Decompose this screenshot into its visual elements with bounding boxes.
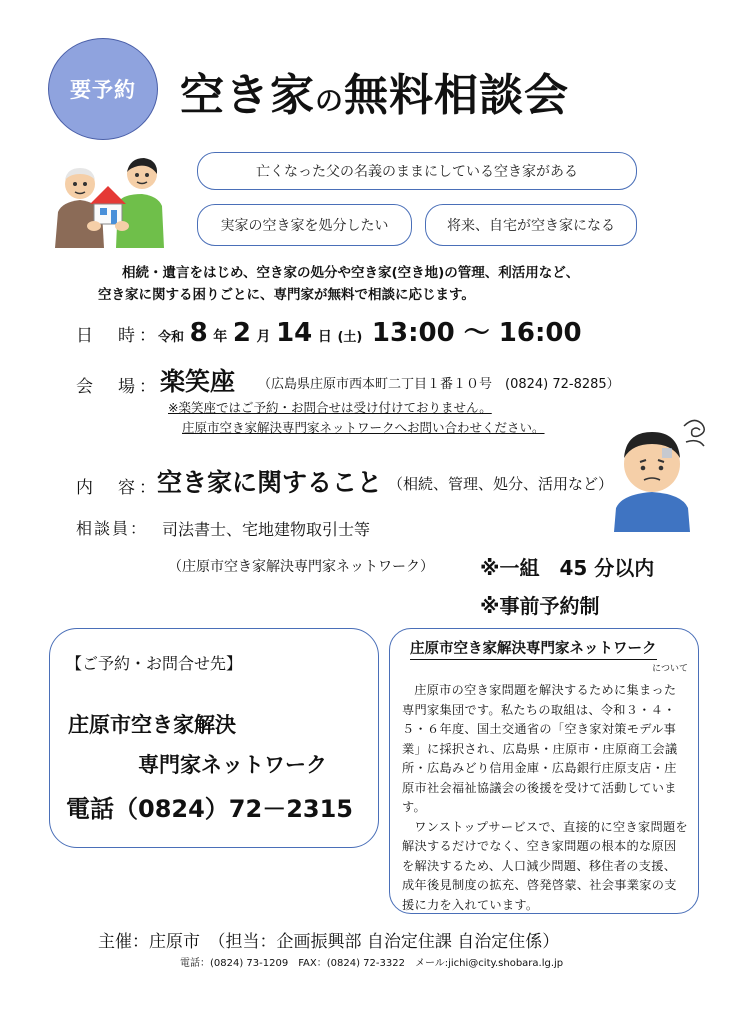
advance-reservation-note: ※事前予約制 <box>480 594 600 618</box>
time-limit-note: ※一組 45 分以内 <box>480 556 655 580</box>
consultants-value: 司法書士、宅地建物取引士等 <box>162 520 371 539</box>
date-day: 14 <box>276 318 313 348</box>
concern-bubble-3: 将来、自宅が空き家になる <box>425 204 637 246</box>
venue-name: 楽笑座 <box>160 367 236 396</box>
venue-note-2: 庄原市空き家解決専門家ネットワークへお問い合わせください。 <box>182 420 545 435</box>
date-year: 8 <box>189 318 208 348</box>
contact-phone: 電話（0824）72－2315 <box>66 795 353 823</box>
date-month: 2 <box>232 318 251 348</box>
info-title: 庄原市空き家解決専門家ネットワーク <box>410 637 657 660</box>
content-sub: （相続、管理、処分、活用など） <box>388 475 614 493</box>
worried-man-illustration <box>606 412 710 532</box>
title-part1: 空き家 <box>180 70 315 121</box>
date-day-unit: 日 <box>317 329 332 345</box>
contact-org-line-1: 庄原市空き家解決 <box>68 713 236 737</box>
date-year-unit: 年 <box>213 329 228 345</box>
date-month-unit: 月 <box>256 329 271 345</box>
venue-label: 会 場： <box>76 377 160 397</box>
concern-bubble-1: 亡くなった父の名義のままにしている空き家がある <box>197 152 637 190</box>
host-info: 主催：庄原市 （担当：企画振興部 自治定住課 自治定住係） <box>98 932 560 952</box>
page-title <box>180 70 570 121</box>
venue-note-1: ※楽笑座ではご予約・お問合せは受け付けておりません。 <box>168 400 492 415</box>
info-body <box>402 681 688 915</box>
info-paragraph-1: 庄原市の空き家問題を解決するために集まった専門家集団です。私たちの取組は、令和３・４・５・６年度、国土交通省の「空き家対策モデル事業」に採択され、広島県・庄原市・庄原商工会議所・広島みどり信用金庫・広島銀行庄原支店・庄原市社会福祉協議会の後援を受けて活動しています。 <box>402 683 678 814</box>
content-main: 空き家に関すること <box>157 468 383 497</box>
event-time: 13:00 ～ 16:00 <box>371 318 582 348</box>
contact-details: 電話：(0824) 73-1209 FAX：(0824) 72-3322 メール:jichi@city.shobara.lg.jp <box>180 958 564 969</box>
intro-text <box>98 262 658 306</box>
consultants-label: 相談員： <box>76 519 149 538</box>
contact-box <box>49 628 379 848</box>
venue-address: （広島県庄原市西本町二丁目１番１０号 (0824) 72-8285） <box>258 377 620 392</box>
intro-line-1: 相続・遺言をはじめ、空き家の処分や空き家(空き地)の管理、利活用など、 <box>122 265 580 281</box>
date-weekday: (土) <box>337 330 363 345</box>
contact-heading: 【ご予約・お問合せ先】 <box>66 654 243 673</box>
intro-line-2: 空き家に関する困りごとに、専門家が無料で相談に応じます。 <box>98 287 475 303</box>
content-label: 内 容： <box>76 478 160 498</box>
info-paragraph-2: ワンストップサービスで、直接的に空き家問題を解決するだけでなく、空き家問題の根本的な原因を解決するため、人口減少問題、移住者の支援、成年後見制度の拡充、啓発啓蒙、社会事業家の支援に力を入れています。 <box>402 819 688 912</box>
date-label: 日 時： <box>76 326 160 346</box>
info-subtitle: について <box>652 664 688 674</box>
concern-bubble-2: 実家の空き家を処分したい <box>197 204 412 246</box>
title-connector: の <box>315 84 345 117</box>
reservation-required-badge: 要予約 <box>48 38 158 140</box>
event-date <box>158 312 582 349</box>
consultants-org: （庄原市空き家解決専門家ネットワーク） <box>168 559 434 575</box>
title-part2: 無料相談会 <box>344 70 570 121</box>
elderly-man-and-son-with-house-illustration <box>50 150 168 248</box>
contact-org-line-2: 専門家ネットワーク <box>138 753 327 777</box>
network-info-box <box>389 628 699 914</box>
date-era: 令和 <box>158 330 185 345</box>
